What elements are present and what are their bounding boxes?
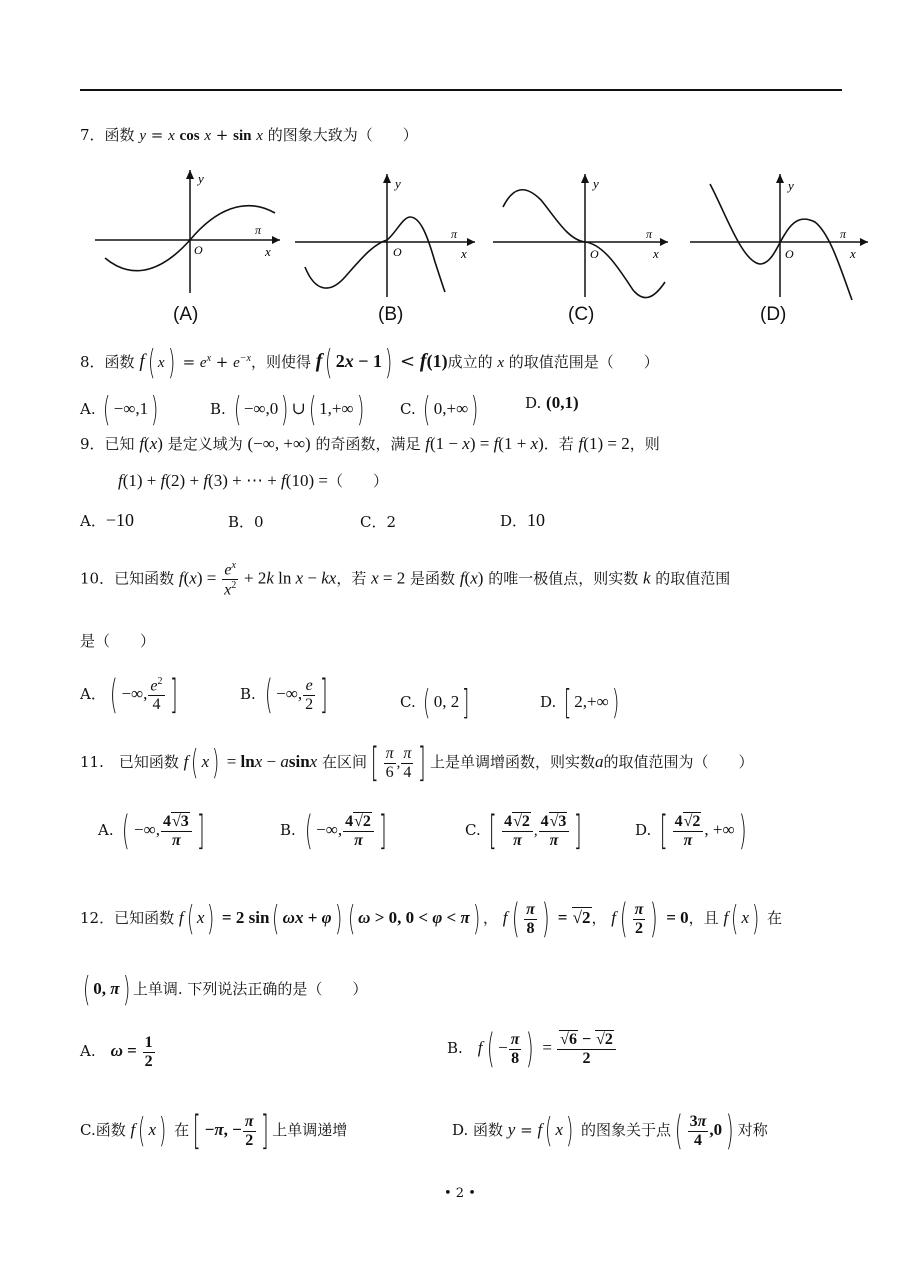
svg-text:x: x: [265, 244, 271, 259]
svg-text:π: π: [255, 223, 262, 237]
svg-text:x: x: [850, 246, 856, 261]
graph-b: [295, 172, 485, 302]
svg-text:x: x: [461, 246, 467, 261]
svg-text:O: O: [393, 245, 402, 259]
svg-text:O: O: [194, 243, 203, 257]
question-12-line2: ( 0, π) 上单调. 下列说法正确的是（ ）: [82, 970, 368, 1010]
header-rule: [80, 89, 842, 91]
question-11: 11. 已知函数 f( x) = lnx − asinx 在区间[ $\frac{\pi}{6}$ , $\frac{\pi}{4}$ ] 上是单调增函数，则实数a的取值范围为（ ）: [80, 740, 754, 786]
question-7: 7．函数 y = x cos x + sin x 的图象大致为（ ）: [80, 126, 418, 144]
q8-option-b: B. ( −∞,0) ∪( 1,+∞): [210, 390, 364, 430]
question-10-line2: 是（ ）: [80, 632, 156, 650]
q9-option-b: B．0: [228, 513, 264, 531]
graph-label-b: (B): [378, 304, 404, 325]
question-8: 8．函数 f( $x) = e^x + e^{-x}$，则使得 f( 2x − 1) < f(1)成立的 x 的取值范围是（ ）: [80, 343, 659, 383]
svg-text:y: y: [788, 178, 794, 193]
svg-text:π: π: [840, 227, 847, 241]
graph-label-c: (C): [568, 304, 595, 325]
question-9-line2: f(1) + f(2) + f(3) + ⋯ + f(10) =（ ）: [118, 471, 388, 490]
q9-option-d: D．10: [500, 510, 546, 530]
svg-text:x: x: [653, 246, 659, 261]
svg-text:π: π: [646, 227, 653, 241]
q8-option-c: C. ( 0,+∞): [400, 390, 479, 430]
question-10: 10．已知函数 f(x) = $\frac{e^x}{x^2}$ + 2k ln x − kx，若 x = 2 是函数 f(x) 的唯一极值点，则实数 k 的取值范围: [80, 560, 731, 599]
svg-text:O: O: [785, 247, 794, 261]
graph-c: [493, 172, 683, 302]
svg-text:y: y: [593, 176, 599, 191]
q12-option-c: C.函数 f( x) 在[ −π, − $\frac{\pi}{2}$ ] 上单调递增: [80, 1108, 348, 1154]
svg-text:y: y: [395, 176, 401, 191]
q11-option-d: D. [ $\frac{4√2}{\pi}$ , +∞): [635, 808, 747, 854]
graph-label-a: (A): [173, 304, 199, 325]
svg-text:π: π: [451, 227, 458, 241]
question-9: 9．已知 f(x) 是定义域为 (−∞, +∞) 的奇函数，满足 f(1 − x) = f(1 + x)．若 f(1) = 2，则: [80, 434, 660, 453]
q10-option-a: A．( −∞, $\frac{e^2}{4}$ ]: [80, 672, 178, 718]
q12-option-b: B. f( − $\frac{\pi}{8}$ ) = $\frac{√6 - √2}{2}$: [447, 1026, 617, 1072]
q8-option-a: A. ( −∞,1): [80, 390, 159, 430]
q10-option-d: D. [ 2,+∞): [540, 683, 620, 723]
q11-option-c: C. [ $\frac{4√2}{\pi}$ , $\frac{4√3}{\pi}$ ]: [465, 808, 583, 854]
q8-option-d: D. (0,1): [525, 393, 579, 412]
q9-option-c: C．2: [360, 513, 397, 531]
graph-label-d: (D): [760, 304, 787, 325]
graph-a: [95, 168, 285, 298]
q11-option-a: A. ( −∞, $\frac{4√3}{\pi}$ ]: [98, 808, 205, 854]
q10-option-b: B. ( −∞, $\frac{e}{2}$ ]: [240, 672, 328, 718]
q12-option-d: D. 函数 y = f( x) 的图象关于点( $\frac{3\pi}{4}$ ,0) 对称: [452, 1108, 768, 1154]
q12-option-a: A. ω = $\frac{1}{2}$: [80, 1034, 153, 1070]
svg-text:y: y: [198, 171, 204, 186]
q11-option-b: B. ( −∞, $\frac{4√2}{\pi}$ ]: [280, 808, 387, 854]
svg-text:O: O: [590, 247, 599, 261]
page-number: • 2 •: [444, 1186, 476, 1201]
q10-option-c: C. ( 0, 2]: [400, 683, 470, 723]
q9-option-a: A．−10: [80, 510, 134, 530]
graph-d: [690, 172, 875, 307]
question-12: 12．已知函数 f( x) = 2 sin( ωx + φ) ( ω > 0, 0 < φ < π) ， f( $\frac{\pi}{8}$ ) = √2， f( $\frac{\pi}{2}$ ) = 0，且 f( x) 在: [80, 896, 783, 942]
